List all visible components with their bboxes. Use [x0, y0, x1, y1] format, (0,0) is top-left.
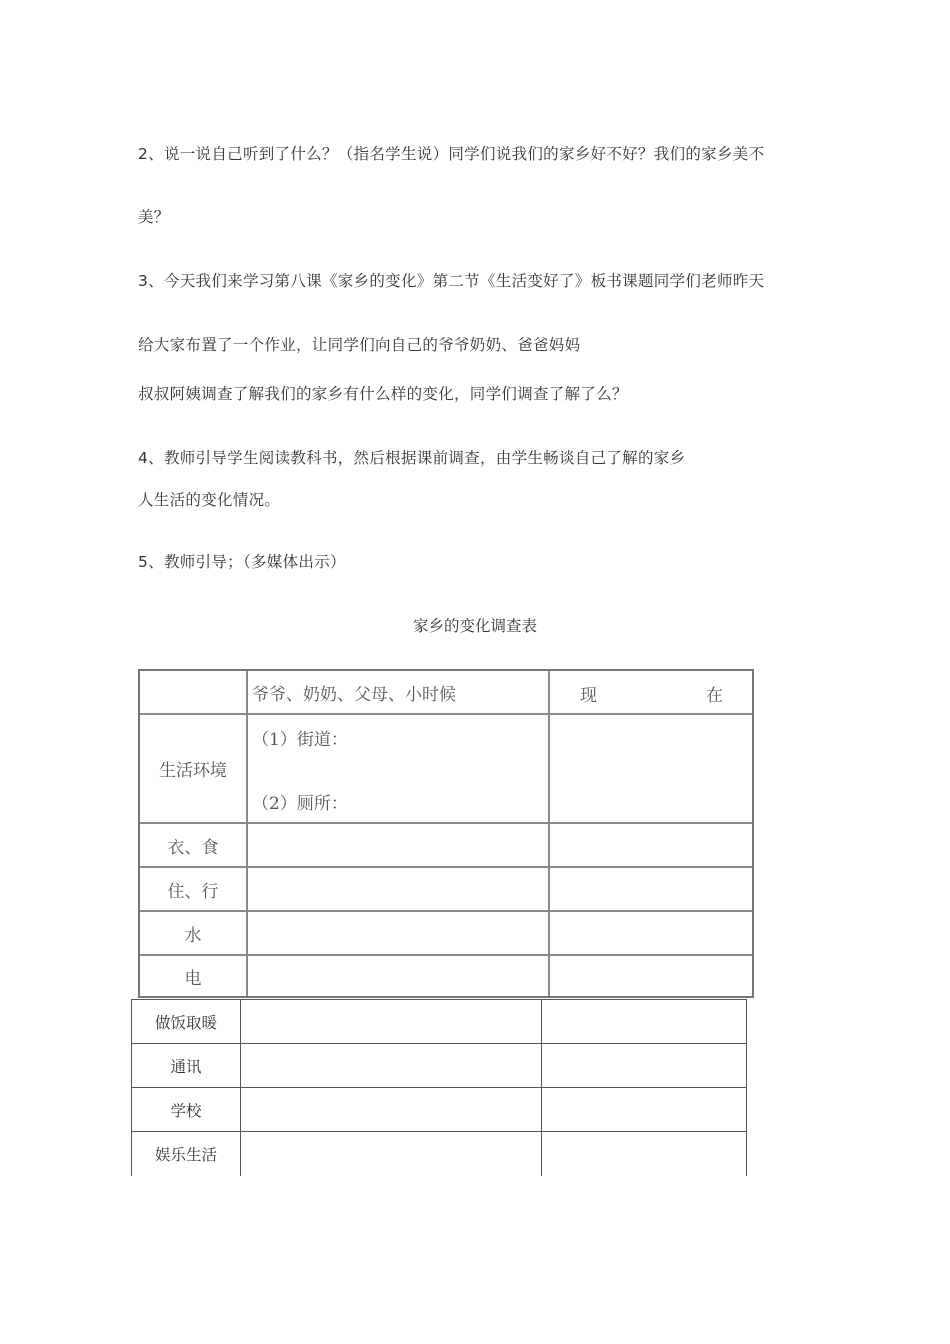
- row-label-environment: [140, 715, 248, 824]
- row-label-clothing-food: [140, 824, 248, 868]
- row-label-text: 水: [184, 925, 202, 946]
- paragraph-line-1: 2、说一说自己听到了什么？（指名学生说）同学们说我们的家乡好不好？我们的家乡美不: [138, 145, 765, 163]
- table-cell: [542, 1132, 746, 1176]
- table-cell: [248, 956, 550, 996]
- row-label-water: [140, 912, 248, 956]
- table-cell: [542, 1044, 746, 1088]
- row-label-text: 通讯: [170, 1057, 202, 1076]
- row-label-cooking-heating: [132, 1000, 241, 1044]
- paragraph-line-4: 给大家布置了一个作业，让同学们向自己的爷爷奶奶、爸爸妈妈: [138, 336, 581, 354]
- table-cell: [542, 1088, 746, 1132]
- environment-now-cell: [550, 715, 752, 824]
- row-label-text: 住、行: [167, 881, 219, 902]
- survey-table-upper: [138, 669, 754, 998]
- table-cell: [550, 868, 752, 912]
- table-cell: [550, 912, 752, 956]
- header-empty-cell: [140, 671, 248, 715]
- table-cell: [542, 1000, 746, 1044]
- paragraph-line-2: 美？: [138, 208, 170, 226]
- paragraph-line-3: 3、今天我们来学习第八课《家乡的变化》第二节《生活变好了》板书课题同学们老师昨天: [138, 272, 765, 290]
- environment-item-street: （1）街道：: [252, 730, 348, 750]
- table-caption: 家乡的变化调查表: [412, 617, 537, 635]
- row-label-electricity: [140, 956, 248, 996]
- table-cell: [241, 1132, 542, 1176]
- paragraph-line-8: 5、教师引导；（多媒体出示）: [138, 553, 346, 571]
- header-now-char-2: 在: [706, 686, 723, 706]
- row-label-text: 做饭取暖: [154, 1013, 217, 1032]
- row-label-housing-travel: [140, 868, 248, 912]
- header-past-cell: [248, 671, 550, 715]
- table-cell: [241, 1044, 542, 1088]
- row-label-entertainment: [132, 1132, 241, 1176]
- row-label-text: 衣、食: [167, 837, 219, 858]
- row-label-communication: [132, 1044, 241, 1088]
- survey-table-lower: [131, 999, 747, 1176]
- table-cell: [248, 824, 550, 868]
- table-cell: [241, 1088, 542, 1132]
- table-cell: [248, 912, 550, 956]
- row-label-text: 娱乐生活: [154, 1146, 217, 1164]
- row-label-text: 学校: [170, 1101, 202, 1120]
- row-label-text: 电: [184, 968, 202, 989]
- header-now-char-1: 现: [580, 686, 597, 706]
- environment-past-cell: [248, 715, 550, 824]
- table-cell: [248, 868, 550, 912]
- environment-item-toilet: （2）厕所：: [252, 794, 348, 814]
- environment-label: 生活环境: [159, 761, 227, 781]
- paragraph-line-7: 人生活的变化情况。: [138, 491, 281, 509]
- table-cell: [550, 824, 752, 868]
- table-cell: [550, 956, 752, 996]
- table-cell: [241, 1000, 542, 1044]
- header-now-cell: [550, 671, 752, 715]
- row-label-school: [132, 1088, 241, 1132]
- paragraph-line-6: 4、教师引导学生阅读教科书，然后根据课前调查，由学生畅谈自己了解的家乡: [138, 449, 686, 467]
- header-past-label: 爷爷、奶奶、父母、小时候: [252, 684, 456, 705]
- paragraph-line-5: 叔叔阿姨调查了解我们的家乡有什么样的变化，同学们调查了解了么？: [138, 385, 628, 403]
